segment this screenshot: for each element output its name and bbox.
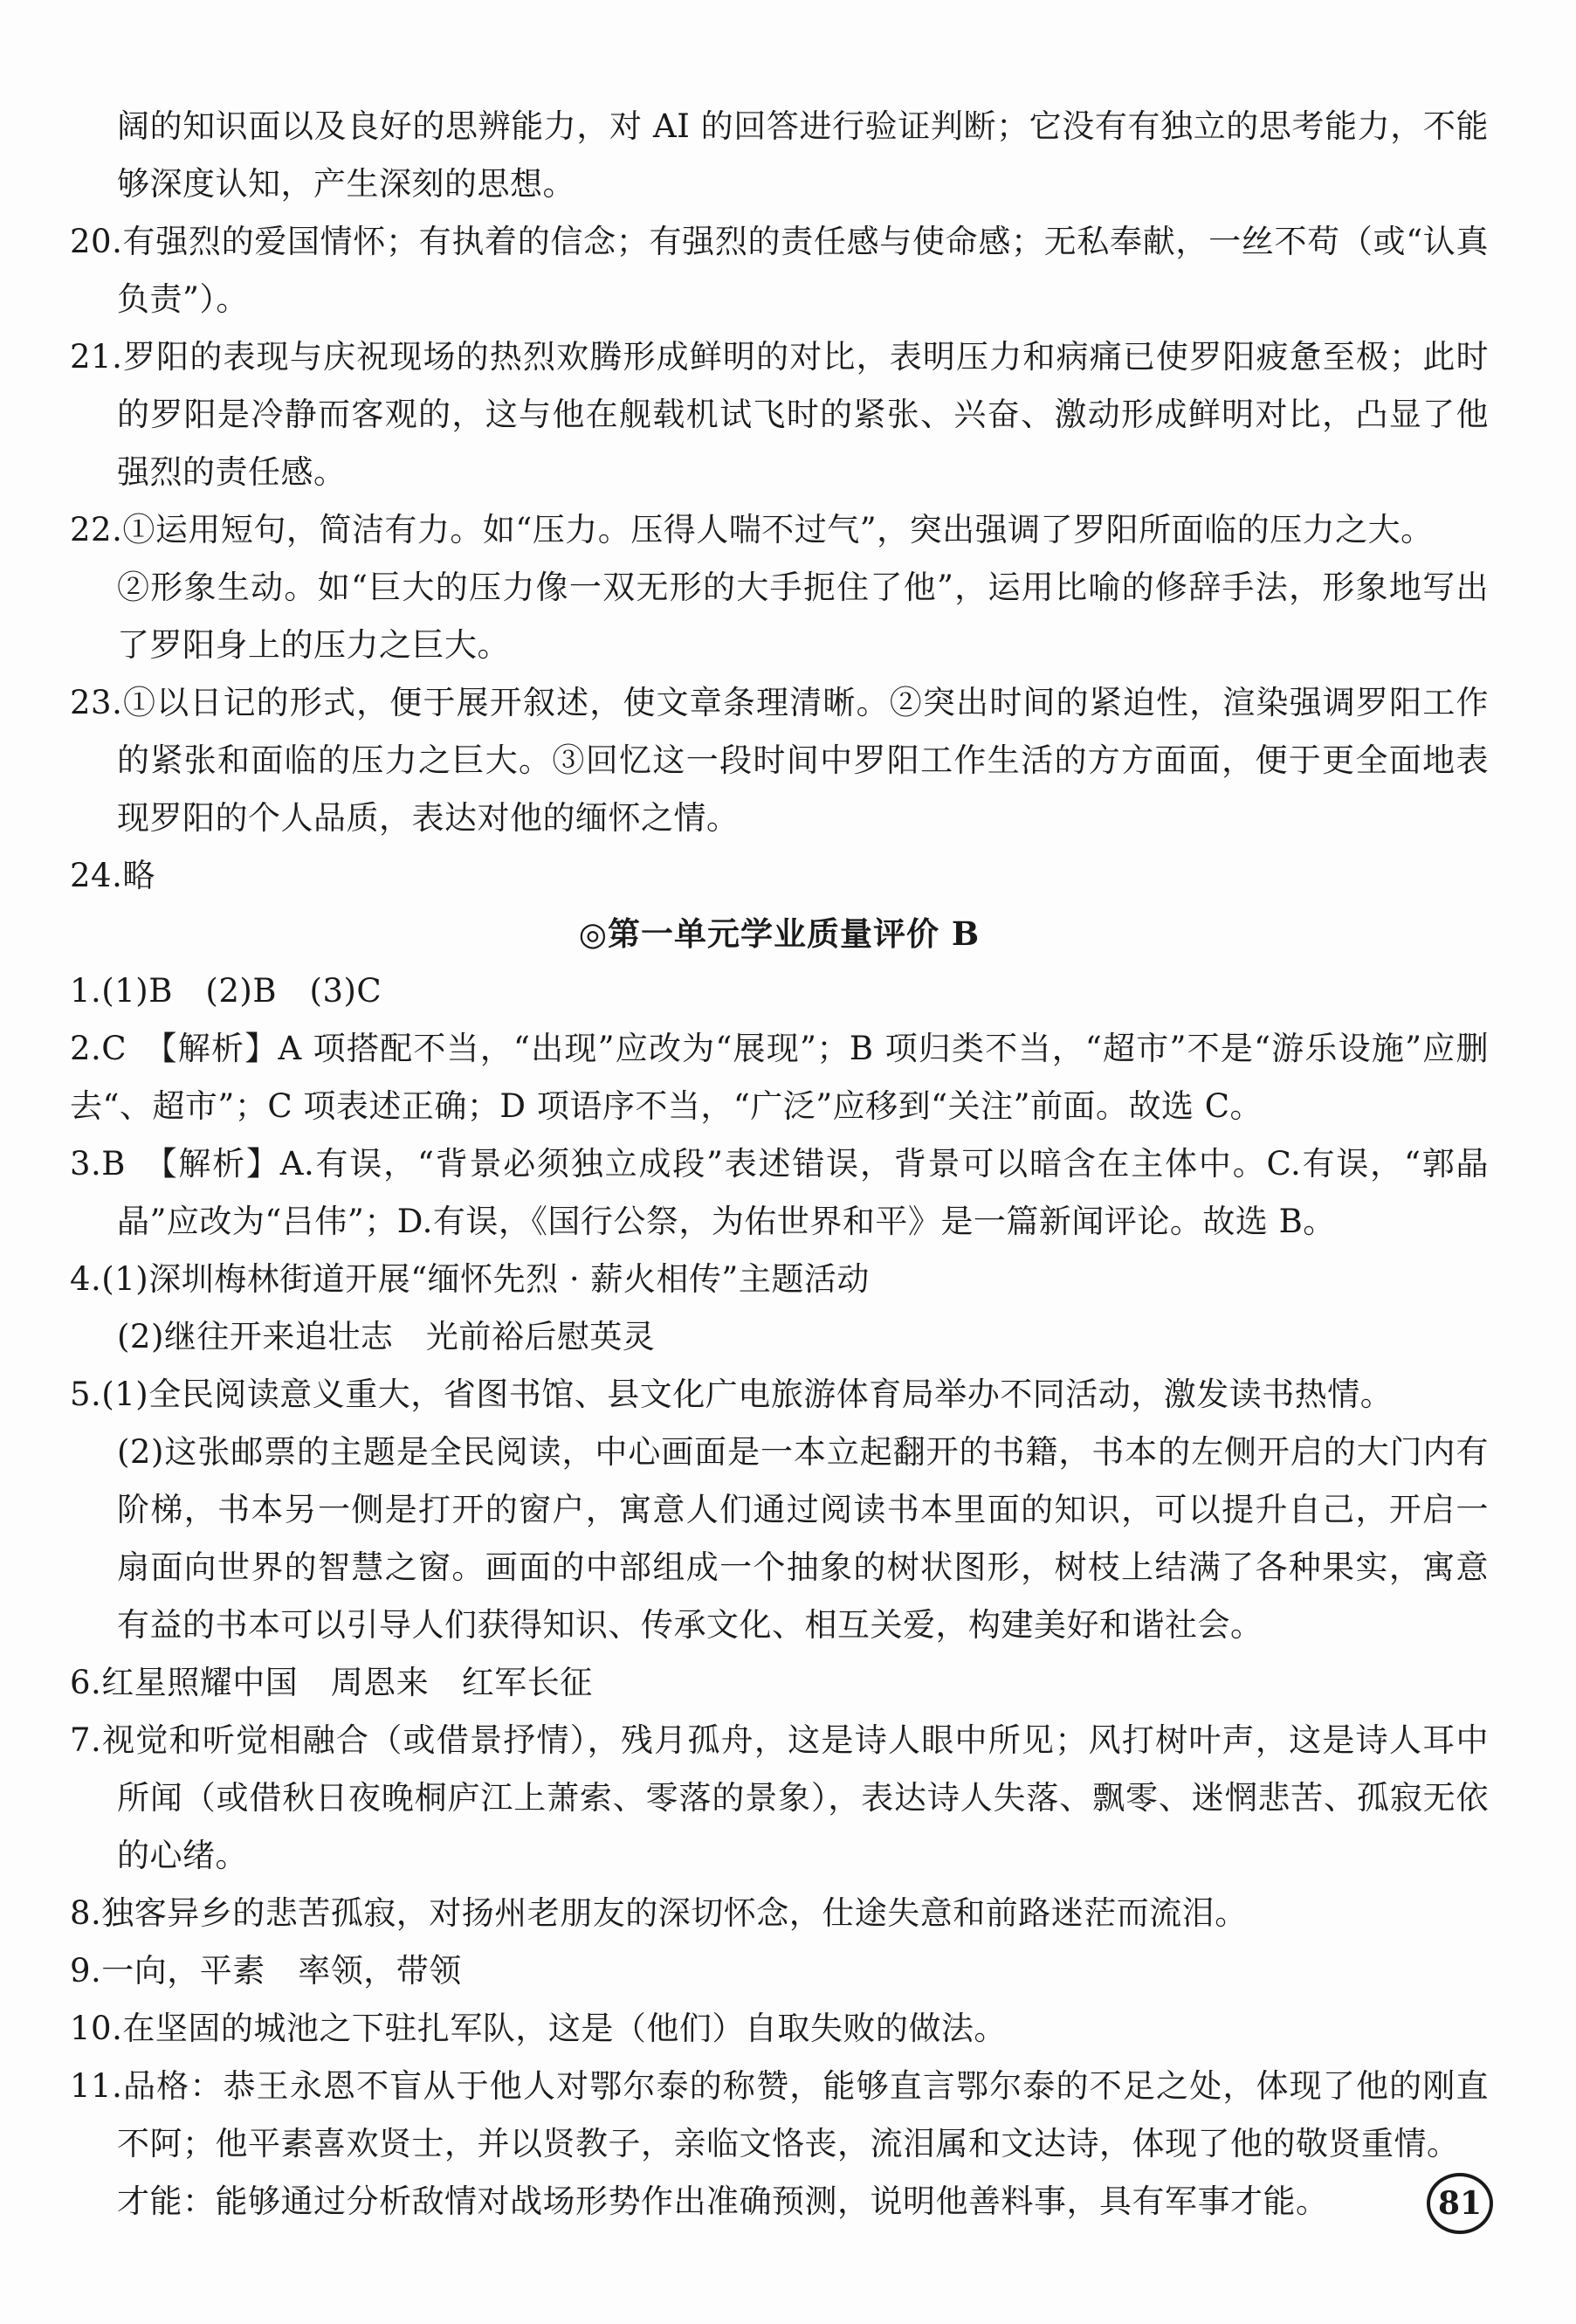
- answer-22-part1: 22.①运用短句，简洁有力。如“压力。压得人喘不过气”，突出强调了罗阳所面临的压力之大。: [70, 511, 1434, 548]
- answer-b-10: 10.在坚固的城池之下驻扎军队，这是（他们）自取失败的做法。: [70, 2010, 1007, 2047]
- answer-b-6: 6.红星照耀中国 周恩来 红军长征: [70, 1664, 593, 1701]
- section-title: ◎第一单元学业质量评价 B: [578, 914, 981, 953]
- answer-24: 24.略: [70, 857, 155, 894]
- answer-21: 21.罗阳的表现与庆祝现场的热烈欢腾形成鲜明的对比，表明压力和病痛已使罗阳疲惫至极；此时的罗阳是冷静而客观的，这与他在舰载机试飞时的紧张、兴奋、激动形成鲜明对比，凸显了他强烈的责任感。: [70, 338, 1489, 491]
- answer-b-11-part1: 11.品格：恭王永恩不盲从于他人对鄂尔泰的称赞，能够直言鄂尔泰的不足之处，体现了他的刚直不阿；他平素喜欢贤士，并以贤教子，亲临文恪丧，流泪属和文达诗，体现了他的敬贤重情。: [70, 2067, 1489, 2162]
- answer-b-4-part1: 4.(1)深圳梅林街道开展“缅怀先烈 · 薪火相传”主题活动: [70, 1260, 870, 1298]
- answer-b-2: 2.C 【解析】A 项搭配不当，“出现”应改为“展现”；B 项归类不当，“超市”不是“游乐设施”应删去“、超市”；C 项表述正确；D 项语序不当，“广泛”应移到“关注”前面。故选 C。: [70, 1030, 1489, 1125]
- continued-answer-line: 阔的知识面以及良好的思辨能力，对 AI 的回答进行验证判断；它没有有独立的思考能力，不能够深度认知，产生深刻的思想。: [117, 107, 1489, 203]
- page-number-badge: 81: [1427, 2173, 1493, 2234]
- answer-20: 20.有强烈的爱国情怀；有执着的信念；有强烈的责任感与使命感；无私奉献，一丝不苟（或“认真负责”）。: [70, 223, 1489, 318]
- answer-b-7: 7.视觉和听觉相融合（或借景抒情），残月孤舟，这是诗人眼中所见；风打树叶声，这是诗人耳中所闻（或借秋日夜晚桐庐江上萧索、零落的景象），表达诗人失落、飘零、迷惘悲苦、孤寂无依的心绪。: [70, 1721, 1489, 1874]
- answer-23: 23.①以日记的形式，便于展开叙述，使文章条理清晰。②突出时间的紧迫性，渲染强调罗阳工作的紧张和面临的压力之巨大。③回忆这一段时间中罗阳工作生活的方方面面，便于更全面地表现罗阳的个人品质，表达对他的缅怀之情。: [70, 684, 1489, 837]
- answer-b-1: 1.(1)B (2)B (3)C: [70, 972, 382, 1010]
- answer-b-5-part1: 5.(1)全民阅读意义重大，省图书馆、县文化广电旅游体育局举办不同活动，激发读书热情。: [70, 1376, 1394, 1413]
- answer-b-3: 3.B 【解析】A.有误，“背景必须独立成段”表述错误，背景可以暗含在主体中。C.有误，“郭晶晶”应改为“吕伟”；D.有误，《国行公祭，为佑世界和平》是一篇新闻评论。故选 B。: [70, 1145, 1489, 1240]
- answer-22-part2: ②形象生动。如“巨大的压力像一双无形的大手扼住了他”，运用比喻的修辞手法，形象地写出了罗阳身上的压力之巨大。: [117, 569, 1489, 664]
- answer-b-5-part2: (2)这张邮票的主题是全民阅读，中心画面是一本立起翻开的书籍，书本的左侧开启的大门内有阶梯，书本另一侧是打开的窗户，寓意人们通过阅读书本里面的知识，可以提升自己，开启一扇面向世界的智慧之窗。画面的中部组成一个抽象的树状图形，树枝上结满了各种果实，寓意有益的书本可以引导人们获得知识、传承文化、相互关爱，构建美好和谐社会。: [117, 1433, 1489, 1644]
- answer-page: [70, 98, 1489, 2231]
- answer-b-9: 9.一向，平素 率领，带领: [70, 1952, 462, 1990]
- answer-b-11-part2: 才能：能够通过分析敌情对战场形势作出准确预测，说明他善料事，具有军事才能。: [117, 2183, 1329, 2220]
- answer-b-8: 8.独客异乡的悲苦孤寂，对扬州老朋友的深切怀念，仕途失意和前路迷茫而流泪。: [70, 1894, 1248, 1932]
- answer-b-4-part2: (2)继往开来追壮志 光前裕后慰英灵: [117, 1318, 656, 1355]
